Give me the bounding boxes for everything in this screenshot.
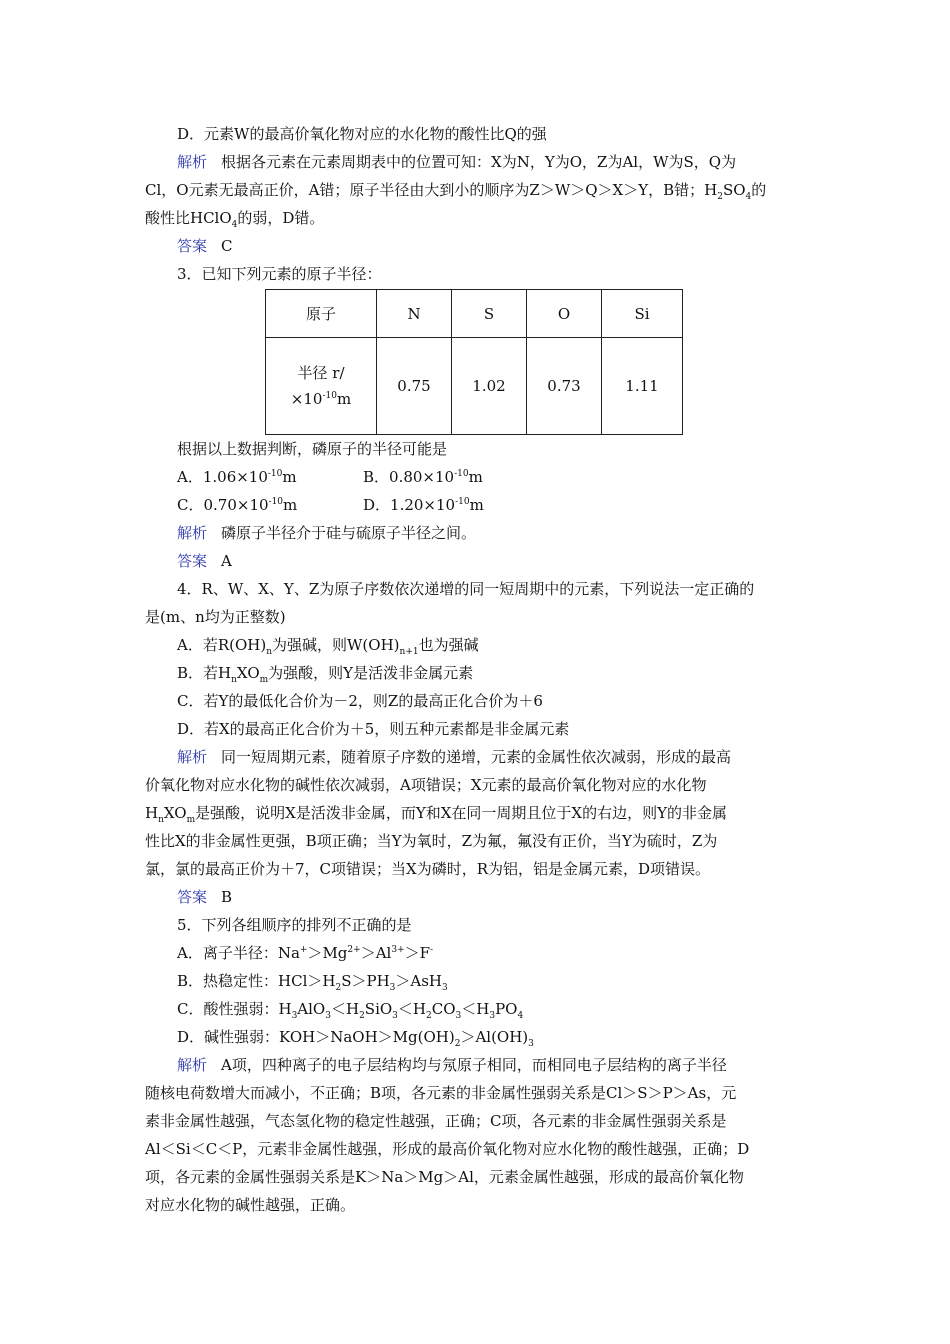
q4-analysis-line-1: 解析 同一短周期元素，随着原子序数的递增，元素的金属性依次减弱，形成的最高 — [177, 748, 732, 766]
q5-option-b: B．热稳定性：$HCl>H_2S>PH_3>AsH_3$ — [177, 972, 448, 993]
answer-label: 答案 — [177, 237, 208, 255]
q2-analysis-line-1: 解析 根据各元素在元素周期表中的位置可知：X为N，Y为O，Z为Al，W为S，Q为 — [177, 153, 737, 171]
q3-answer: 答案 A — [177, 552, 232, 570]
q4-stem-line-1: 4．R、W、X、Y、Z为原子序数依次递增的同一短周期中的元素，下列说法一定正确的 — [177, 580, 755, 598]
q3-question: 根据以上数据判断，磷原子的半径可能是 — [177, 440, 448, 458]
header-cell: S — [452, 290, 527, 338]
q2-answer: 答案 C — [177, 237, 233, 255]
q4-stem-line-2: 是(m、n均为正整数) — [145, 608, 286, 626]
q5-analysis-line-1: 解析 A项，四种离子的电子层结构均与氖原子相同，而相同电子层结构的离子半径 — [177, 1056, 727, 1074]
q4-option-a: A．若$R(OH)_n$为强碱，则$W(OH)_{n+1}$也为强碱 — [177, 636, 479, 657]
q3-options-cd — [177, 495, 847, 515]
q5-option-c: C．酸性强弱：$H_3AlO_3<H_2SiO_3<H_2CO_3<H_3PO_4$ — [177, 1000, 524, 1021]
q5-stem: 5．下列各组顺序的排列不正确的是 — [177, 916, 412, 934]
q4-analysis-line-2: 价氧化物对应水化物的碱性依次减弱，A项错误；X元素的最高价氧化物对应的水化物 — [145, 776, 707, 794]
q3-option-b: B．$0.80\times 10^{-10}m$ — [363, 468, 483, 486]
q5-option-a: A．离子半径：$Na^+>Mg^{2+}>Al^{3+}>F^-$ — [177, 944, 434, 962]
value-cell: 1.02 — [452, 338, 527, 435]
q4-analysis-line-3: $H_nXO_m$是强酸，说明X是活泼非金属，而Y和X在同一周期且位于X的右边，则Y的非金属 — [145, 804, 728, 825]
q2-analysis-line-2: Cl，O元素无最高正价，A错；原子半径由大到小的顺序为Z＞W＞Q＞X＞Y，B错；$H_2SO_4$的 — [145, 181, 767, 202]
q5-analysis-line-5: 项，各元素的金属性强弱关系是K＞Na＞Mg＞Al，元素金属性越强，形成的最高价氧化物 — [145, 1168, 744, 1186]
q4-option-b: B．若$H_nXO_m$为强酸，则Y是活泼非金属元素 — [177, 664, 474, 685]
q4-analysis-line-4: 性比X的非金属性更强，B项正确；当Y为氧时，Z为氟，氟没有正价，当Y为硫时，Z为 — [145, 832, 718, 850]
q4-answer: 答案 B — [177, 888, 233, 906]
q4-option-c: C．若Y的最低化合价为－2，则Z的最高正化合价为＋6 — [177, 692, 543, 710]
q3-analysis: 解析 磷原子半径介于硅与硫原子半径之间。 — [177, 524, 477, 542]
q3-option-a: A．$1.06\times 10^{-10}m$ — [177, 468, 297, 486]
q5-analysis-line-4: Al＜Si＜C＜P，元素非金属性越强，形成的最高价氧化物对应水化物的酸性越强，正确；D — [145, 1140, 750, 1158]
header-cell: Si — [602, 290, 683, 338]
q3-stem: 3．已知下列元素的原子半径： — [177, 265, 382, 283]
value-cell: 0.73 — [527, 338, 602, 435]
q3-options-ab — [177, 467, 847, 487]
row-label-cell: 半径 r/ $\times 10^{-10}m$ — [266, 338, 377, 435]
q5-analysis-line-6: 对应水化物的碱性越强，正确。 — [145, 1196, 356, 1214]
analysis-label: 解析 — [177, 153, 208, 171]
q2-option-d: D．元素W的最高价氧化物对应的水化物的酸性比Q的强 — [177, 125, 547, 143]
header-cell: O — [527, 290, 602, 338]
q3-option-d: D．$1.20\times 10^{-10}m$ — [363, 496, 484, 514]
q4-analysis-line-5: 氯，氯的最高正价为＋7，C项错误；当X为磷时，R为铝，铝是金属元素，D项错误。 — [145, 860, 711, 878]
value-cell: 0.75 — [377, 338, 452, 435]
q5-analysis-line-2: 随核电荷数增大而减小，不正确；B项，各元素的非金属性强弱关系是Cl＞S＞P＞As，元 — [145, 1084, 737, 1102]
table-row — [266, 338, 683, 435]
q2-analysis-line-3: 酸性比HClO$_4$的弱，D错。 — [145, 209, 325, 230]
q5-analysis-line-3: 素非金属性越强，气态氢化物的稳定性越强，正确；C项，各元素的非金属性强弱关系是 — [145, 1112, 727, 1130]
header-cell: 原子 — [266, 290, 377, 338]
value-cell: 1.11 — [602, 338, 683, 435]
atomic-radius-table — [265, 289, 683, 435]
table-header-row — [266, 290, 683, 338]
header-cell: N — [377, 290, 452, 338]
q3-option-c: C．$0.70\times 10^{-10}m$ — [177, 496, 298, 514]
q4-option-d: D．若X的最高正化合价为＋5，则五种元素都是非金属元素 — [177, 720, 570, 738]
q5-option-d: D．碱性强弱：$KOH>NaOH>Mg(OH)_2>Al(OH)_3$ — [177, 1028, 534, 1049]
